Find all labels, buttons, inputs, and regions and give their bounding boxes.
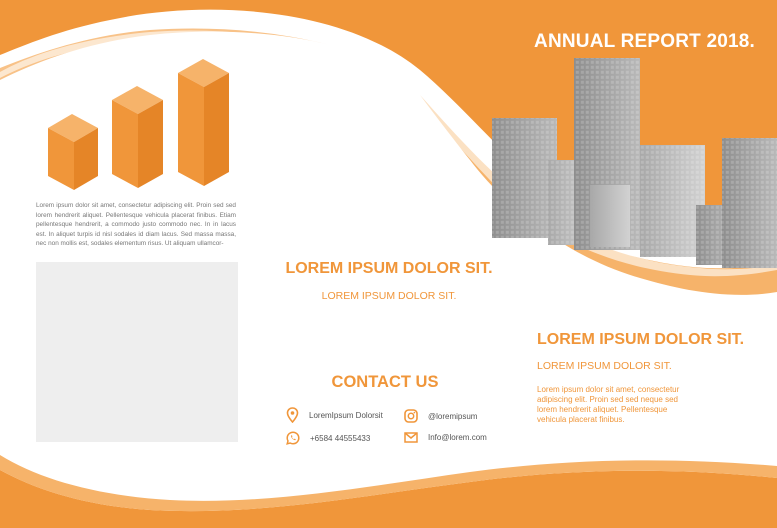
middle-subheading: LOREM IPSUM DOLOR SIT. — [321, 290, 457, 302]
right-heading: LOREM IPSUM DOLOR SIT. — [537, 331, 745, 348]
right-paragraph: Lorem ipsum dolor sit amet, consectetur adipiscing elit. Proin sed sed neque sed lorem hendrerit aliquet. Pellentesque vehicula placerat finibus. — [537, 385, 680, 424]
contact-address — [286, 407, 383, 423]
contact-email — [404, 432, 487, 443]
right-subheading: LOREM IPSUM DOLOR SIT. — [537, 360, 672, 372]
contact-phone — [286, 431, 370, 445]
instagram-icon — [404, 409, 418, 423]
whatsapp-icon — [286, 431, 300, 445]
middle-heading: LOREM IPSUM DOLOR SIT. — [285, 260, 493, 277]
envelope-icon — [404, 432, 418, 443]
contact-email-text: Info@lorem.com — [428, 433, 487, 442]
location-pin-icon — [286, 407, 299, 423]
left-paragraph: Lorem ipsum dolor sit amet, consectetur adipiscing elit. Proin sed sed lorem hendrerit aliquet. Pellentesque vehicula placerat finibus. Etiam pellentesque hendrerit, a commodo justo commodo nec. In in lacus est. In aliquet turpis id nisl sodales id diam lacus. Sed massa massa, nec non mollis est, sodales elementum risus. Ut aliquam ullamcor- — [36, 202, 236, 248]
contact-instagram-text: @loremipsum — [428, 411, 478, 421]
contact-instagram — [404, 409, 477, 423]
bar-chart-illustration — [48, 59, 229, 190]
contact-phone-text: +6584 44555433 — [310, 433, 371, 443]
report-title: ANNUAL REPORT 2018. — [534, 31, 755, 52]
image-placeholder — [36, 262, 238, 442]
contact-title: CONTACT US — [331, 373, 439, 391]
contact-address-text: LoremIpsum Dolorsit — [309, 410, 383, 420]
